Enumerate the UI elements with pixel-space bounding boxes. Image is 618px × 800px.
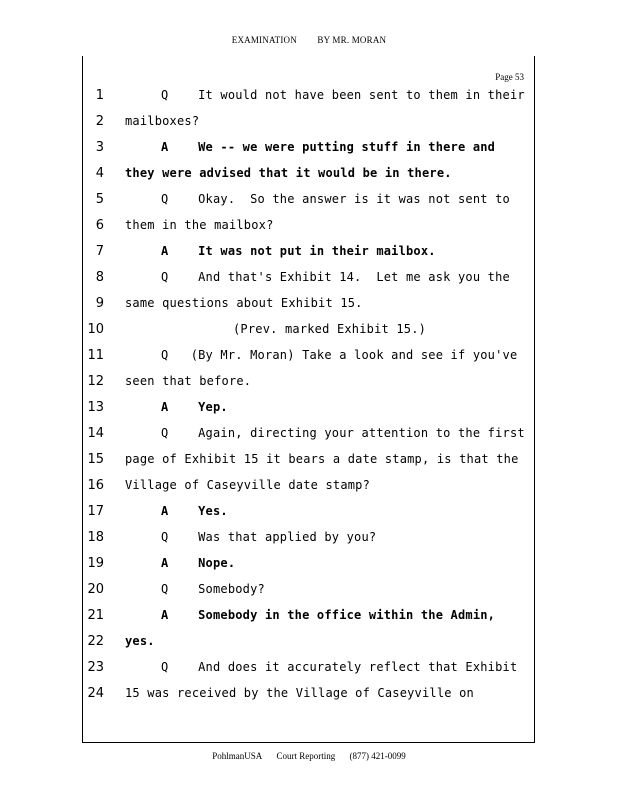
transcript-line: 15 was received by the Village of Caseyville on <box>125 686 474 700</box>
line-number: 14 <box>87 426 104 441</box>
transcript-line: seen that before. <box>125 374 252 388</box>
transcript-line: A Yes. <box>161 504 228 518</box>
transcript-line: Q And does it accurately reflect that Exhibit <box>161 660 518 674</box>
line-number: 6 <box>95 218 104 233</box>
transcript-line: page of Exhibit 15 it bears a date stamp, is that the <box>125 452 519 466</box>
line-number: 18 <box>87 530 104 545</box>
footer-phone: (877) 421-0099 <box>349 751 406 761</box>
line-number: 8 <box>95 270 104 285</box>
transcript-line: same questions about Exhibit 15. <box>125 296 363 310</box>
line-number: 22 <box>87 634 104 649</box>
transcript-line: A Nope. <box>161 556 236 570</box>
transcript-line: Q Again, directing your attention to the first <box>161 426 525 440</box>
transcript-line: Q (By Mr. Moran) Take a look and see if you've <box>161 348 518 362</box>
footer-service: Court Reporting <box>276 751 336 761</box>
line-number: 12 <box>87 374 104 389</box>
line-number: 17 <box>87 504 104 519</box>
line-number: 20 <box>87 582 104 597</box>
transcript-line: A It was not put in their mailbox. <box>161 244 436 258</box>
line-number: 5 <box>95 192 104 207</box>
page-footer <box>0 751 618 761</box>
transcript-line: Q Somebody? <box>161 582 265 596</box>
transcript-line: Q It would not have been sent to them in their <box>161 88 525 102</box>
transcript-line: A Somebody in the office within the Admin, <box>161 608 496 622</box>
transcript-line: them in the mailbox? <box>125 218 274 232</box>
page-header <box>0 35 618 45</box>
page-number: Page 53 <box>495 72 524 82</box>
line-number: 19 <box>87 556 104 571</box>
line-number: 1 <box>95 88 104 103</box>
transcript-line: (Prev. marked Exhibit 15.) <box>233 322 427 336</box>
transcript-line: Village of Caseyville date stamp? <box>125 478 371 492</box>
line-number: 15 <box>87 452 104 467</box>
transcript-line: they were advised that it would be in there. <box>125 166 452 180</box>
transcript-line: Q And that's Exhibit 14. Let me ask you the <box>161 270 510 284</box>
line-number: 23 <box>87 660 104 675</box>
line-number: 2 <box>95 114 104 129</box>
footer-company: PohlmanUSA <box>212 751 263 761</box>
line-number: 7 <box>95 244 104 259</box>
transcript-line: A We -- we were putting stuff in there and <box>161 140 496 154</box>
transcript-line: Q Was that applied by you? <box>161 530 377 544</box>
line-number: 9 <box>95 296 104 311</box>
transcript-line: A Yep. <box>161 400 228 414</box>
transcript-line: mailboxes? <box>125 114 200 128</box>
line-number: 21 <box>87 608 104 623</box>
transcript-line: Q Okay. So the answer is it was not sent to <box>161 192 510 206</box>
line-number: 4 <box>95 166 104 181</box>
line-number: 16 <box>87 478 104 493</box>
line-number: 10 <box>87 322 104 337</box>
line-number: 13 <box>87 400 104 415</box>
line-number: 24 <box>87 686 104 701</box>
header-examiner: BY MR. MORAN <box>317 35 387 45</box>
transcript-line: yes. <box>125 634 155 648</box>
line-number: 11 <box>87 348 104 363</box>
header-examination: EXAMINATION <box>231 35 297 45</box>
line-number: 3 <box>95 140 104 155</box>
